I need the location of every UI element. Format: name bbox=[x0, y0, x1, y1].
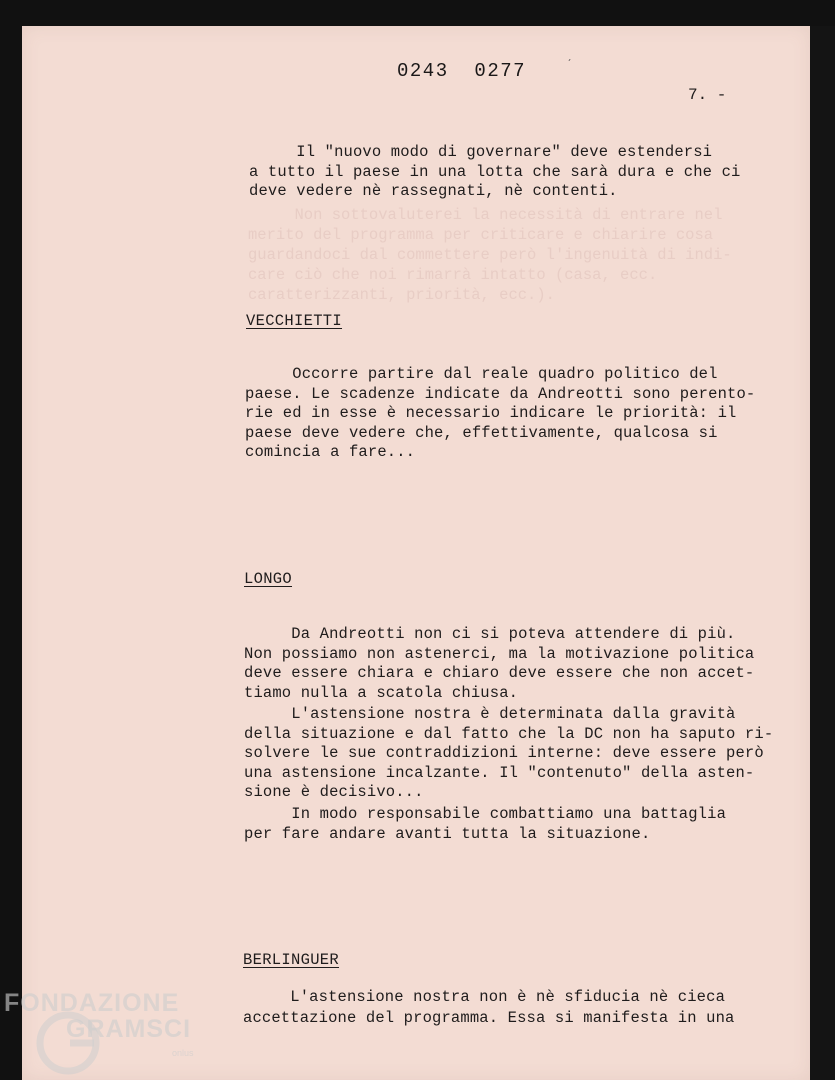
ghost-line: merito del programma per criticare e chiarire cosa bbox=[248, 226, 714, 244]
text-line: Da Andreotti non ci si poteva attendere di più. bbox=[244, 625, 736, 643]
ghost-line: caratterizzanti, priorità, ecc.). bbox=[248, 286, 555, 304]
text-line: L'astensione nostra è determinata dalla gravità bbox=[244, 705, 736, 723]
text-line: per fare andare avanti tutta la situazione. bbox=[244, 824, 651, 843]
text-line: Il "nuovo modo di governare" deve estendersi bbox=[249, 143, 713, 161]
ghost-line: guardandoci dal commettere però l'ingenuità di indi- bbox=[248, 246, 732, 264]
watermark-suffix: onlus bbox=[172, 1048, 194, 1058]
speaker-heading-longo: LONGO bbox=[244, 570, 293, 588]
text-line: sione è decisivo... bbox=[244, 783, 424, 802]
scan-border-right bbox=[810, 26, 835, 1080]
text-line: una astensione incalzante. Il "contenuto" della asten- bbox=[244, 763, 755, 782]
longo-paragraph-2 bbox=[244, 705, 773, 803]
page-number: 7. - bbox=[688, 86, 727, 104]
longo-paragraph-1 bbox=[244, 625, 754, 703]
intro-paragraph bbox=[249, 143, 740, 202]
speaker-heading-berlinguer: BERLINGUER bbox=[243, 951, 340, 969]
text-line: Occorre partire dal reale quadro politico del bbox=[245, 365, 718, 383]
text-line: tiamo nulla a scatola chiusa. bbox=[244, 683, 519, 702]
text-line: della situazione e dal fatto che la DC non ha saputo ri- bbox=[244, 724, 774, 743]
watermark-line1: FONDAZIONE bbox=[4, 989, 180, 1017]
text-line: deve essere chiara e chiaro deve essere che non accet- bbox=[244, 664, 755, 683]
vecchietti-paragraph bbox=[245, 365, 755, 463]
text-line: solvere le sue contraddizioni interne: deve essere però bbox=[244, 744, 764, 763]
berlinguer-paragraph bbox=[243, 985, 734, 1029]
text-line: deve vedere nè rassegnati, nè contenti. bbox=[249, 182, 618, 201]
text-line: accettazione del programma. Essa si manifesta in una bbox=[243, 1009, 735, 1027]
text-line: rie ed in esse è necessario indicare le priorità: il bbox=[245, 404, 737, 423]
longo-paragraph-3 bbox=[244, 805, 726, 844]
pencil-mark: ˊ bbox=[566, 58, 574, 72]
text-line: In modo responsabile combattiamo una battaglia bbox=[244, 805, 727, 823]
fondazione-gramsci-watermark bbox=[4, 985, 214, 1080]
speaker-heading-vecchietti: VECCHIETTI bbox=[246, 312, 343, 330]
text-line: comincia a fare... bbox=[245, 443, 416, 462]
text-line: L'astensione nostra non è nè sfiducia nè cieca bbox=[243, 988, 726, 1006]
archive-number: 0243 0277 bbox=[397, 60, 527, 82]
text-line: paese deve vedere che, effettivamente, qualcosa si bbox=[245, 423, 718, 442]
bleed-through-text bbox=[248, 205, 732, 305]
text-line: a tutto il paese in una lotta che sarà dura e che ci bbox=[249, 162, 741, 181]
watermark-line2: GRAMSCI bbox=[66, 1015, 192, 1043]
text-line: Non possiamo non astenerci, ma la motivazione politica bbox=[244, 644, 755, 663]
ghost-line: care ciò che noi rimarrà intatto (casa, ecc. bbox=[248, 266, 658, 284]
text-line: paese. Le scadenze indicate da Andreotti sono perento- bbox=[245, 384, 756, 403]
ghost-line: Non sottovaluterei la necessità di entrare nel bbox=[248, 206, 723, 224]
